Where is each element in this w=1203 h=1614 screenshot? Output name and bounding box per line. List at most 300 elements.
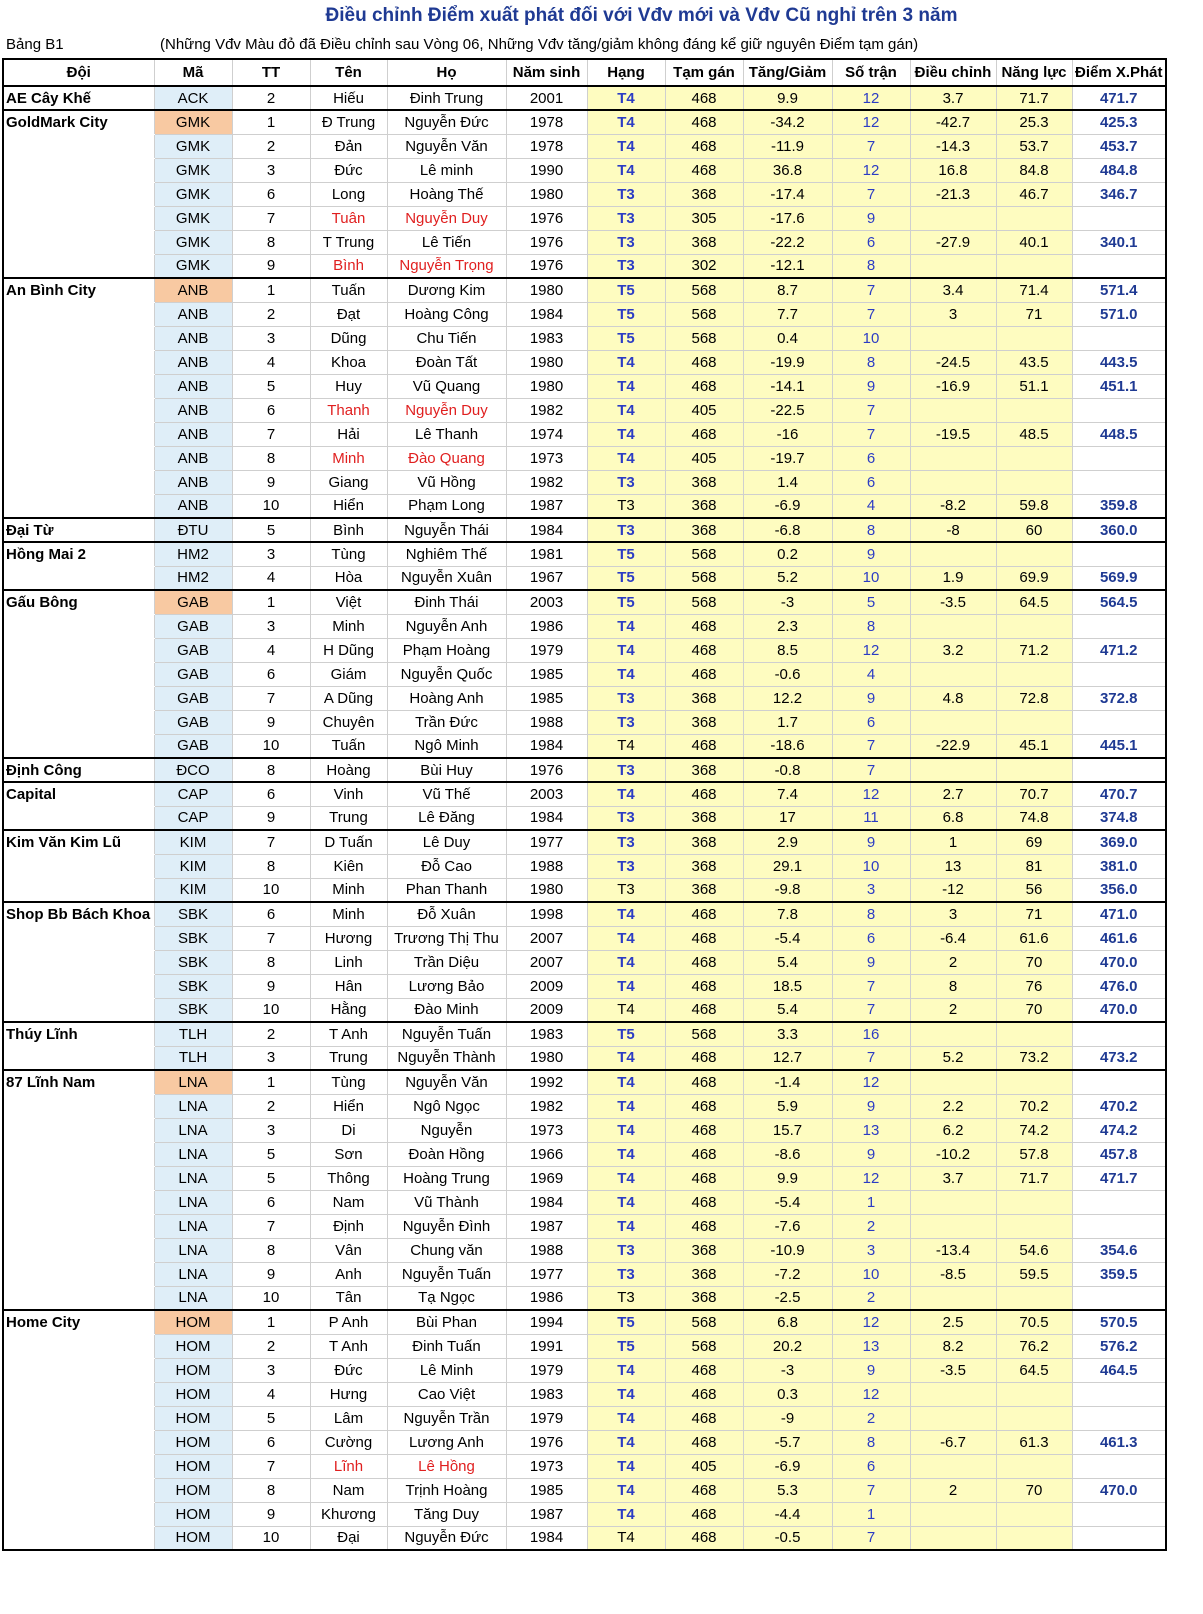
change-cell[interactable]: 7.8	[743, 902, 832, 926]
change-cell[interactable]: 5.3	[743, 1478, 832, 1502]
team-cell-empty[interactable]	[3, 734, 154, 758]
adjustment-cell[interactable]: -8	[910, 518, 996, 542]
rank-cell[interactable]: T3	[587, 854, 665, 878]
team-cell-empty[interactable]	[3, 710, 154, 734]
code-cell[interactable]: GMK	[154, 110, 232, 134]
adjustment-cell[interactable]: -14.3	[910, 134, 996, 158]
start-score-cell[interactable]	[1072, 206, 1166, 230]
birth-year-cell[interactable]: 1976	[506, 206, 587, 230]
start-score-cell[interactable]: 471.7	[1072, 86, 1166, 110]
rank-cell[interactable]: T4	[587, 374, 665, 398]
code-cell[interactable]: TLH	[154, 1046, 232, 1070]
team-cell-empty[interactable]	[3, 974, 154, 998]
team-cell-empty[interactable]	[3, 206, 154, 230]
team-cell-empty[interactable]	[3, 1262, 154, 1286]
rank-cell[interactable]: T3	[587, 878, 665, 902]
order-cell[interactable]: 7	[232, 206, 310, 230]
start-score-cell[interactable]: 443.5	[1072, 350, 1166, 374]
order-cell[interactable]: 8	[232, 230, 310, 254]
change-cell[interactable]: 7.4	[743, 782, 832, 806]
birth-year-cell[interactable]: 1988	[506, 854, 587, 878]
birth-year-cell[interactable]: 1976	[506, 1430, 587, 1454]
matches-cell[interactable]: 7	[832, 278, 910, 302]
assigned-score-cell[interactable]: 468	[665, 1406, 743, 1430]
order-cell[interactable]: 1	[232, 278, 310, 302]
adjustment-cell[interactable]: 2	[910, 998, 996, 1022]
first-name-cell[interactable]: Khoa	[310, 350, 387, 374]
matches-cell[interactable]: 2	[832, 1286, 910, 1310]
matches-cell[interactable]: 7	[832, 1478, 910, 1502]
rank-cell[interactable]: T4	[587, 734, 665, 758]
assigned-score-cell[interactable]: 468	[665, 134, 743, 158]
birth-year-cell[interactable]: 1984	[506, 806, 587, 830]
birth-year-cell[interactable]: 1986	[506, 1286, 587, 1310]
first-name-cell[interactable]: P Anh	[310, 1310, 387, 1334]
first-name-cell[interactable]: Thông	[310, 1166, 387, 1190]
start-score-cell[interactable]: 374.8	[1072, 806, 1166, 830]
change-cell[interactable]: 20.2	[743, 1334, 832, 1358]
change-cell[interactable]: -0.5	[743, 1526, 832, 1550]
ability-cell[interactable]	[996, 1526, 1072, 1550]
rank-cell[interactable]: T5	[587, 278, 665, 302]
matches-cell[interactable]: 8	[832, 614, 910, 638]
ability-cell[interactable]: 56	[996, 878, 1072, 902]
first-name-cell[interactable]: Dũng	[310, 326, 387, 350]
assigned-score-cell[interactable]: 468	[665, 1166, 743, 1190]
team-cell-empty[interactable]	[3, 638, 154, 662]
team-cell-empty[interactable]	[3, 254, 154, 278]
matches-cell[interactable]: 12	[832, 1382, 910, 1406]
assigned-score-cell[interactable]: 302	[665, 254, 743, 278]
rank-cell[interactable]: T3	[587, 686, 665, 710]
team-cell-empty[interactable]	[3, 1334, 154, 1358]
order-cell[interactable]: 9	[232, 1502, 310, 1526]
start-score-cell[interactable]	[1072, 1406, 1166, 1430]
ability-cell[interactable]: 60	[996, 518, 1072, 542]
start-score-cell[interactable]: 453.7	[1072, 134, 1166, 158]
birth-year-cell[interactable]: 1973	[506, 1454, 587, 1478]
adjustment-cell[interactable]	[910, 758, 996, 782]
order-cell[interactable]: 3	[232, 1358, 310, 1382]
start-score-cell[interactable]	[1072, 1382, 1166, 1406]
order-cell[interactable]: 6	[232, 902, 310, 926]
code-cell[interactable]: GMK	[154, 230, 232, 254]
last-name-cell[interactable]: Nguyễn Thái	[387, 518, 506, 542]
first-name-cell[interactable]: Đại	[310, 1526, 387, 1550]
ability-cell[interactable]: 25.3	[996, 110, 1072, 134]
team-cell-empty[interactable]	[3, 350, 154, 374]
team-cell-empty[interactable]	[3, 1118, 154, 1142]
last-name-cell[interactable]: Lê Hồng	[387, 1454, 506, 1478]
matches-cell[interactable]: 2	[832, 1214, 910, 1238]
last-name-cell[interactable]: Trương Thị Thu	[387, 926, 506, 950]
assigned-score-cell[interactable]: 568	[665, 278, 743, 302]
assigned-score-cell[interactable]: 468	[665, 614, 743, 638]
first-name-cell[interactable]: Bình	[310, 518, 387, 542]
change-cell[interactable]: 8.7	[743, 278, 832, 302]
matches-cell[interactable]: 12	[832, 1070, 910, 1094]
col-header[interactable]: Hạng	[587, 59, 665, 86]
order-cell[interactable]: 7	[232, 926, 310, 950]
code-cell[interactable]: ANB	[154, 374, 232, 398]
assigned-score-cell[interactable]: 568	[665, 1022, 743, 1046]
start-score-cell[interactable]: 470.0	[1072, 950, 1166, 974]
order-cell[interactable]: 5	[232, 1406, 310, 1430]
code-cell[interactable]: ANB	[154, 278, 232, 302]
first-name-cell[interactable]: Đản	[310, 134, 387, 158]
ability-cell[interactable]: 69	[996, 830, 1072, 854]
matches-cell[interactable]: 8	[832, 518, 910, 542]
first-name-cell[interactable]: Cường	[310, 1430, 387, 1454]
last-name-cell[interactable]: Đinh Thái	[387, 590, 506, 614]
ability-cell[interactable]: 48.5	[996, 422, 1072, 446]
order-cell[interactable]: 7	[232, 830, 310, 854]
change-cell[interactable]: -16	[743, 422, 832, 446]
change-cell[interactable]: -3	[743, 590, 832, 614]
start-score-cell[interactable]: 471.0	[1072, 902, 1166, 926]
assigned-score-cell[interactable]: 368	[665, 1262, 743, 1286]
col-header[interactable]: Tên	[310, 59, 387, 86]
first-name-cell[interactable]: Minh	[310, 902, 387, 926]
change-cell[interactable]: -19.9	[743, 350, 832, 374]
birth-year-cell[interactable]: 1976	[506, 254, 587, 278]
change-cell[interactable]: -6.9	[743, 1454, 832, 1478]
ability-cell[interactable]	[996, 1214, 1072, 1238]
team-cell-empty[interactable]	[3, 1142, 154, 1166]
matches-cell[interactable]: 12	[832, 86, 910, 110]
last-name-cell[interactable]: Vũ Quang	[387, 374, 506, 398]
last-name-cell[interactable]: Lương Anh	[387, 1430, 506, 1454]
col-header[interactable]: Năm sinh	[506, 59, 587, 86]
birth-year-cell[interactable]: 1986	[506, 614, 587, 638]
code-cell[interactable]: GMK	[154, 254, 232, 278]
change-cell[interactable]: 12.2	[743, 686, 832, 710]
matches-cell[interactable]: 6	[832, 470, 910, 494]
first-name-cell[interactable]: Vân	[310, 1238, 387, 1262]
ability-cell[interactable]: 45.1	[996, 734, 1072, 758]
start-score-cell[interactable]: 359.8	[1072, 494, 1166, 518]
code-cell[interactable]: SBK	[154, 926, 232, 950]
order-cell[interactable]: 6	[232, 1190, 310, 1214]
change-cell[interactable]: 2.3	[743, 614, 832, 638]
first-name-cell[interactable]: Vinh	[310, 782, 387, 806]
change-cell[interactable]: -9	[743, 1406, 832, 1430]
rank-cell[interactable]: T4	[587, 350, 665, 374]
change-cell[interactable]: 5.2	[743, 566, 832, 590]
code-cell[interactable]: SBK	[154, 902, 232, 926]
team-cell-empty[interactable]	[3, 1454, 154, 1478]
last-name-cell[interactable]: Hoàng Thế	[387, 182, 506, 206]
assigned-score-cell[interactable]: 468	[665, 1526, 743, 1550]
assigned-score-cell[interactable]: 368	[665, 1286, 743, 1310]
assigned-score-cell[interactable]: 568	[665, 590, 743, 614]
change-cell[interactable]: 0.3	[743, 1382, 832, 1406]
ability-cell[interactable]: 72.8	[996, 686, 1072, 710]
code-cell[interactable]: HOM	[154, 1454, 232, 1478]
first-name-cell[interactable]: Di	[310, 1118, 387, 1142]
matches-cell[interactable]: 8	[832, 350, 910, 374]
code-cell[interactable]: ĐCO	[154, 758, 232, 782]
rank-cell[interactable]: T4	[587, 1358, 665, 1382]
team-cell-empty[interactable]	[3, 302, 154, 326]
first-name-cell[interactable]: Hiếu	[310, 86, 387, 110]
first-name-cell[interactable]: Bình	[310, 254, 387, 278]
adjustment-cell[interactable]: 2	[910, 1478, 996, 1502]
last-name-cell[interactable]: Nguyễn Anh	[387, 614, 506, 638]
last-name-cell[interactable]: Nguyễn Duy	[387, 206, 506, 230]
assigned-score-cell[interactable]: 468	[665, 1214, 743, 1238]
change-cell[interactable]: 6.8	[743, 1310, 832, 1334]
adjustment-cell[interactable]: 3.4	[910, 278, 996, 302]
ability-cell[interactable]: 76	[996, 974, 1072, 998]
start-score-cell[interactable]: 464.5	[1072, 1358, 1166, 1382]
adjustment-cell[interactable]: 2.5	[910, 1310, 996, 1334]
first-name-cell[interactable]: Đạt	[310, 302, 387, 326]
matches-cell[interactable]: 7	[832, 398, 910, 422]
assigned-score-cell[interactable]: 468	[665, 662, 743, 686]
ability-cell[interactable]: 76.2	[996, 1334, 1072, 1358]
code-cell[interactable]: HOM	[154, 1310, 232, 1334]
start-score-cell[interactable]: 570.5	[1072, 1310, 1166, 1334]
last-name-cell[interactable]: Phạm Long	[387, 494, 506, 518]
assigned-score-cell[interactable]: 368	[665, 230, 743, 254]
order-cell[interactable]: 2	[232, 1094, 310, 1118]
assigned-score-cell[interactable]: 468	[665, 1070, 743, 1094]
assigned-score-cell[interactable]: 405	[665, 398, 743, 422]
first-name-cell[interactable]: Hưng	[310, 1382, 387, 1406]
change-cell[interactable]: 15.7	[743, 1118, 832, 1142]
last-name-cell[interactable]: Nguyễn Tuấn	[387, 1022, 506, 1046]
birth-year-cell[interactable]: 1979	[506, 1358, 587, 1382]
last-name-cell[interactable]: Nguyễn Đình	[387, 1214, 506, 1238]
first-name-cell[interactable]: A Dũng	[310, 686, 387, 710]
ability-cell[interactable]	[996, 206, 1072, 230]
col-header[interactable]: Họ	[387, 59, 506, 86]
matches-cell[interactable]: 3	[832, 1238, 910, 1262]
adjustment-cell[interactable]: -8.5	[910, 1262, 996, 1286]
ability-cell[interactable]: 64.5	[996, 590, 1072, 614]
assigned-score-cell[interactable]: 468	[665, 350, 743, 374]
team-cell-empty[interactable]	[3, 686, 154, 710]
birth-year-cell[interactable]: 1980	[506, 182, 587, 206]
last-name-cell[interactable]: Đoàn Tất	[387, 350, 506, 374]
rank-cell[interactable]: T3	[587, 806, 665, 830]
birth-year-cell[interactable]: 1992	[506, 1070, 587, 1094]
adjustment-cell[interactable]: -3.5	[910, 590, 996, 614]
rank-cell[interactable]: T4	[587, 1526, 665, 1550]
order-cell[interactable]: 5	[232, 518, 310, 542]
birth-year-cell[interactable]: 2007	[506, 926, 587, 950]
team-cell[interactable]: Kim Văn Kim Lũ	[3, 830, 154, 854]
ability-cell[interactable]: 57.8	[996, 1142, 1072, 1166]
birth-year-cell[interactable]: 1984	[506, 1526, 587, 1550]
rank-cell[interactable]: T4	[587, 110, 665, 134]
first-name-cell[interactable]: Minh	[310, 878, 387, 902]
change-cell[interactable]: 17	[743, 806, 832, 830]
first-name-cell[interactable]: Lĩnh	[310, 1454, 387, 1478]
ability-cell[interactable]	[996, 1190, 1072, 1214]
team-cell-empty[interactable]	[3, 1286, 154, 1310]
adjustment-cell[interactable]	[910, 662, 996, 686]
matches-cell[interactable]: 6	[832, 230, 910, 254]
ability-cell[interactable]	[996, 1022, 1072, 1046]
matches-cell[interactable]: 7	[832, 1046, 910, 1070]
team-cell-empty[interactable]	[3, 1094, 154, 1118]
matches-cell[interactable]: 7	[832, 734, 910, 758]
order-cell[interactable]: 1	[232, 590, 310, 614]
assigned-score-cell[interactable]: 468	[665, 1142, 743, 1166]
start-score-cell[interactable]: 457.8	[1072, 1142, 1166, 1166]
start-score-cell[interactable]: 471.2	[1072, 638, 1166, 662]
start-score-cell[interactable]: 470.0	[1072, 1478, 1166, 1502]
adjustment-cell[interactable]: 2.2	[910, 1094, 996, 1118]
last-name-cell[interactable]: Bùi Huy	[387, 758, 506, 782]
birth-year-cell[interactable]: 2007	[506, 950, 587, 974]
team-cell-empty[interactable]	[3, 1502, 154, 1526]
first-name-cell[interactable]: Linh	[310, 950, 387, 974]
birth-year-cell[interactable]: 1991	[506, 1334, 587, 1358]
ability-cell[interactable]: 71.2	[996, 638, 1072, 662]
start-score-cell[interactable]	[1072, 254, 1166, 278]
team-cell-empty[interactable]	[3, 998, 154, 1022]
code-cell[interactable]: HM2	[154, 566, 232, 590]
birth-year-cell[interactable]: 1973	[506, 446, 587, 470]
matches-cell[interactable]: 9	[832, 206, 910, 230]
adjustment-cell[interactable]: -10.2	[910, 1142, 996, 1166]
ability-cell[interactable]	[996, 446, 1072, 470]
order-cell[interactable]: 8	[232, 446, 310, 470]
change-cell[interactable]: 1.4	[743, 470, 832, 494]
last-name-cell[interactable]: Phạm Hoàng	[387, 638, 506, 662]
ability-cell[interactable]: 70	[996, 998, 1072, 1022]
team-cell[interactable]: Shop Bb Bách Khoa	[3, 902, 154, 926]
rank-cell[interactable]: T3	[587, 1238, 665, 1262]
rank-cell[interactable]: T4	[587, 662, 665, 686]
birth-year-cell[interactable]: 2009	[506, 998, 587, 1022]
matches-cell[interactable]: 9	[832, 830, 910, 854]
adjustment-cell[interactable]	[910, 1286, 996, 1310]
last-name-cell[interactable]: Nguyễn Đức	[387, 110, 506, 134]
code-cell[interactable]: LNA	[154, 1094, 232, 1118]
code-cell[interactable]: ANB	[154, 494, 232, 518]
birth-year-cell[interactable]: 1978	[506, 134, 587, 158]
birth-year-cell[interactable]: 1966	[506, 1142, 587, 1166]
first-name-cell[interactable]: Tân	[310, 1286, 387, 1310]
start-score-cell[interactable]: 571.4	[1072, 278, 1166, 302]
team-cell[interactable]: Capital	[3, 782, 154, 806]
matches-cell[interactable]: 12	[832, 110, 910, 134]
change-cell[interactable]: -5.4	[743, 1190, 832, 1214]
start-score-cell[interactable]: 372.8	[1072, 686, 1166, 710]
rank-cell[interactable]: T3	[587, 254, 665, 278]
order-cell[interactable]: 10	[232, 734, 310, 758]
last-name-cell[interactable]: Tăng Duy	[387, 1502, 506, 1526]
team-cell[interactable]: Home City	[3, 1310, 154, 1334]
rank-cell[interactable]: T4	[587, 86, 665, 110]
order-cell[interactable]: 2	[232, 1022, 310, 1046]
code-cell[interactable]: LNA	[154, 1166, 232, 1190]
matches-cell[interactable]: 13	[832, 1118, 910, 1142]
rank-cell[interactable]: T4	[587, 902, 665, 926]
code-cell[interactable]: GMK	[154, 206, 232, 230]
team-cell-empty[interactable]	[3, 374, 154, 398]
assigned-score-cell[interactable]: 468	[665, 902, 743, 926]
rank-cell[interactable]: T5	[587, 326, 665, 350]
team-cell-empty[interactable]	[3, 1046, 154, 1070]
last-name-cell[interactable]: Nguyễn Trọng	[387, 254, 506, 278]
adjustment-cell[interactable]: 3.7	[910, 1166, 996, 1190]
first-name-cell[interactable]: Tùng	[310, 1070, 387, 1094]
change-cell[interactable]: -8.6	[743, 1142, 832, 1166]
code-cell[interactable]: HOM	[154, 1334, 232, 1358]
team-cell-empty[interactable]	[3, 806, 154, 830]
matches-cell[interactable]: 9	[832, 950, 910, 974]
change-cell[interactable]: 9.9	[743, 86, 832, 110]
adjustment-cell[interactable]: -16.9	[910, 374, 996, 398]
assigned-score-cell[interactable]: 468	[665, 926, 743, 950]
code-cell[interactable]: LNA	[154, 1214, 232, 1238]
birth-year-cell[interactable]: 1978	[506, 110, 587, 134]
matches-cell[interactable]: 12	[832, 638, 910, 662]
first-name-cell[interactable]: Thanh	[310, 398, 387, 422]
birth-year-cell[interactable]: 1985	[506, 686, 587, 710]
birth-year-cell[interactable]: 1987	[506, 494, 587, 518]
rank-cell[interactable]: T4	[587, 974, 665, 998]
code-cell[interactable]: ACK	[154, 86, 232, 110]
rank-cell[interactable]: T4	[587, 782, 665, 806]
first-name-cell[interactable]: Trung	[310, 806, 387, 830]
ability-cell[interactable]: 54.6	[996, 1238, 1072, 1262]
matches-cell[interactable]: 16	[832, 1022, 910, 1046]
start-score-cell[interactable]: 471.7	[1072, 1166, 1166, 1190]
order-cell[interactable]: 9	[232, 806, 310, 830]
birth-year-cell[interactable]: 1987	[506, 1214, 587, 1238]
last-name-cell[interactable]: Lê Tiến	[387, 230, 506, 254]
change-cell[interactable]: 1.7	[743, 710, 832, 734]
code-cell[interactable]: HOM	[154, 1502, 232, 1526]
assigned-score-cell[interactable]: 468	[665, 974, 743, 998]
adjustment-cell[interactable]: 1	[910, 830, 996, 854]
first-name-cell[interactable]: Tuấn	[310, 734, 387, 758]
order-cell[interactable]: 9	[232, 254, 310, 278]
ability-cell[interactable]: 74.8	[996, 806, 1072, 830]
birth-year-cell[interactable]: 1994	[506, 1310, 587, 1334]
adjustment-cell[interactable]	[910, 254, 996, 278]
birth-year-cell[interactable]: 1984	[506, 734, 587, 758]
assigned-score-cell[interactable]: 368	[665, 830, 743, 854]
change-cell[interactable]: 2.9	[743, 830, 832, 854]
assigned-score-cell[interactable]: 468	[665, 1190, 743, 1214]
code-cell[interactable]: LNA	[154, 1142, 232, 1166]
adjustment-cell[interactable]: -42.7	[910, 110, 996, 134]
start-score-cell[interactable]: 576.2	[1072, 1334, 1166, 1358]
rank-cell[interactable]: T4	[587, 1118, 665, 1142]
change-cell[interactable]: -7.6	[743, 1214, 832, 1238]
matches-cell[interactable]: 13	[832, 1334, 910, 1358]
last-name-cell[interactable]: Vũ Thế	[387, 782, 506, 806]
last-name-cell[interactable]: Lê Minh	[387, 1358, 506, 1382]
first-name-cell[interactable]: Tuân	[310, 206, 387, 230]
order-cell[interactable]: 3	[232, 542, 310, 566]
last-name-cell[interactable]: Trần Diệu	[387, 950, 506, 974]
adjustment-cell[interactable]: 16.8	[910, 158, 996, 182]
adjustment-cell[interactable]: 3	[910, 902, 996, 926]
adjustment-cell[interactable]	[910, 542, 996, 566]
order-cell[interactable]: 10	[232, 1526, 310, 1550]
team-cell[interactable]: Gấu Bông	[3, 590, 154, 614]
adjustment-cell[interactable]: -8.2	[910, 494, 996, 518]
order-cell[interactable]: 3	[232, 614, 310, 638]
